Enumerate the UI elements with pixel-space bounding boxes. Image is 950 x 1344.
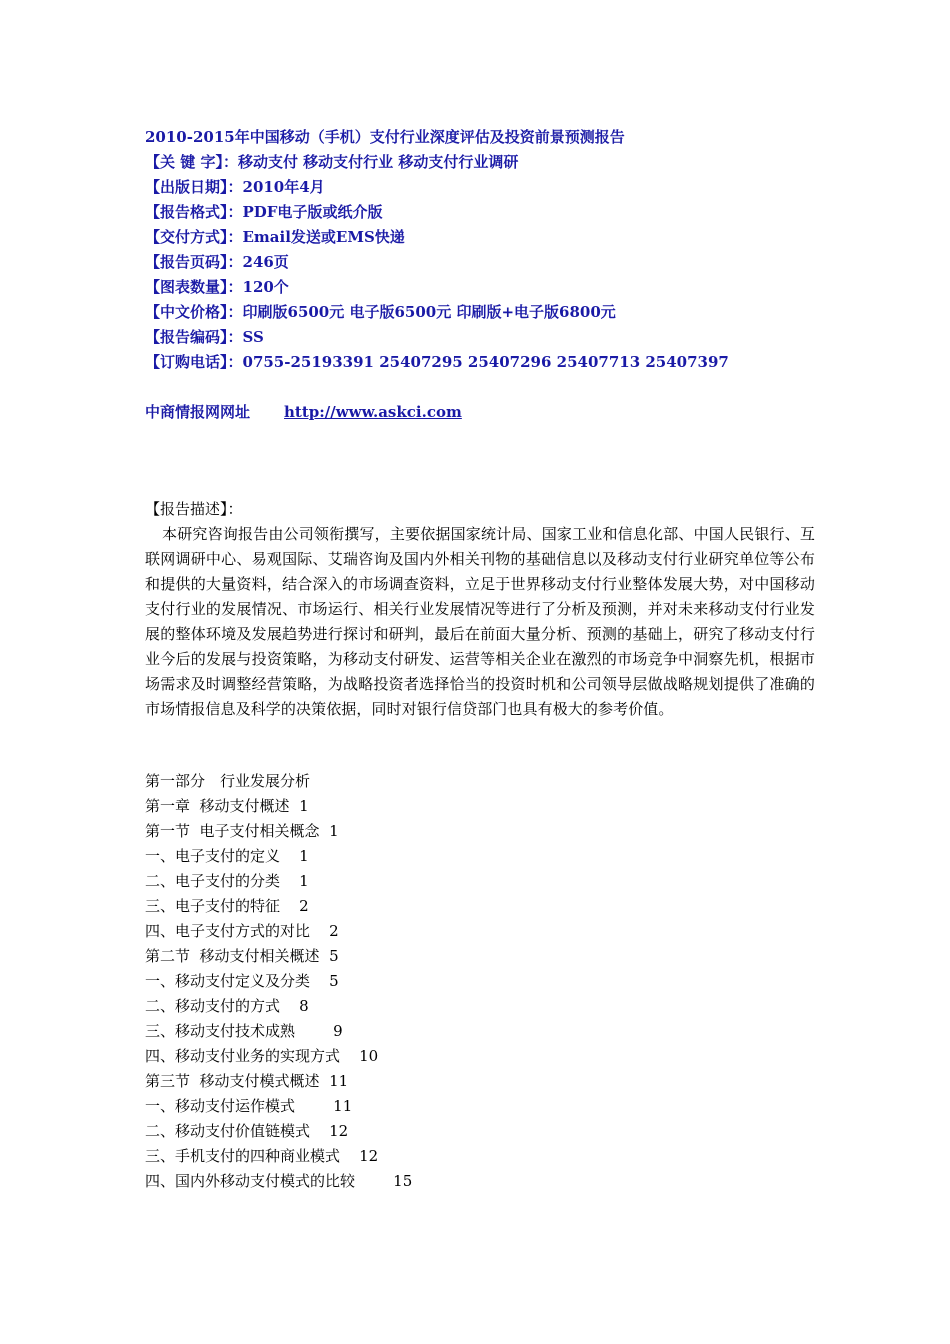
toc-chapter: 第一章 移动支付概述 1 [145, 797, 309, 815]
table-of-contents [145, 769, 815, 1194]
toc-item: 三、移动支付技术成熟 9 [145, 1022, 343, 1040]
toc-item: 四、国内外移动支付模式的比较 15 [145, 1172, 413, 1190]
toc-item: 一、移动支付定义及分类 5 [145, 972, 339, 990]
toc-item: 一、电子支付的定义 1 [145, 847, 309, 865]
field-keywords: 【关 键 字】：移动支付 移动支付行业 移动支付行业调研 [145, 153, 519, 171]
report-title: 2010-2015年中国移动（手机）支付行业深度评估及投资前景预测报告 [145, 128, 625, 146]
description-body: 本研究咨询报告由公司领衔撰写，主要依据国家统计局、国家工业和信息化部、中国人民银行、互联网调研中心、易观国际、艾瑞咨询及国内外相关刊物的基础信息以及移动支付行业研究单位等公布和提供的大量资料，结合深入的市场调查资料，立足于世界移动支付行业整体发展大势，对中国移动支付行业的发展情况、市场运行、相关行业发展情况等进行了分析及预测，并对未来移动支付行业发展的整体环境及发展趋势进行探讨和研判，最后在前面大量分析、预测的基础上，研究了移动支付行业今后的发展与投资策略，为移动支付研发、运营等相关企业在激烈的市场竞争中洞察先机，根据市场需求及时调整经营策略，为战略投资者选择恰当的投资时机和公司领导层做战略规划提供了准确的市场情报信息及科学的决策依据，同时对银行信贷部门也具有极大的参考价值。 [145, 525, 815, 718]
toc-item: 四、电子支付方式的对比 2 [145, 922, 339, 940]
site-link[interactable]: http://www.askci.com [284, 403, 462, 421]
field-phone: 【订购电话】：0755-25193391 25407295 25407296 25407713 25407397 [145, 353, 729, 371]
toc-item: 一、移动支付运作模式 11 [145, 1097, 353, 1115]
toc-item: 三、电子支付的特征 2 [145, 897, 309, 915]
field-charts: 【图表数量】：120个 [145, 278, 289, 296]
toc-section: 第三节 移动支付模式概述 11 [145, 1072, 349, 1090]
toc-item: 四、移动支付业务的实现方式 10 [145, 1047, 379, 1065]
description-title: 【报告描述】： [145, 500, 243, 518]
field-price: 【中文价格】：印刷版6500元 电子版6500元 印刷版+电子版6800元 [145, 303, 616, 321]
document-page [145, 125, 815, 1194]
toc-section: 第一节 电子支付相关概念 1 [145, 822, 339, 840]
field-pages: 【报告页码】：246页 [145, 253, 289, 271]
site-line [145, 400, 815, 425]
site-label: 中商情报网网址 [145, 403, 251, 421]
field-code: 【报告编码】：SS [145, 328, 264, 346]
toc-item: 二、移动支付的方式 8 [145, 997, 309, 1015]
field-delivery: 【交付方式】：Email发送或EMS快递 [145, 228, 405, 246]
toc-part: 第一部分 行业发展分析 [145, 772, 311, 790]
field-format: 【报告格式】：PDF电子版或纸介版 [145, 203, 383, 221]
toc-section: 第二节 移动支付相关概述 5 [145, 947, 339, 965]
toc-item: 三、手机支付的四种商业模式 12 [145, 1147, 379, 1165]
toc-item: 二、移动支付价值链模式 12 [145, 1122, 349, 1140]
toc-item: 二、电子支付的分类 1 [145, 872, 309, 890]
field-publish-date: 【出版日期】：2010年4月 [145, 178, 325, 196]
